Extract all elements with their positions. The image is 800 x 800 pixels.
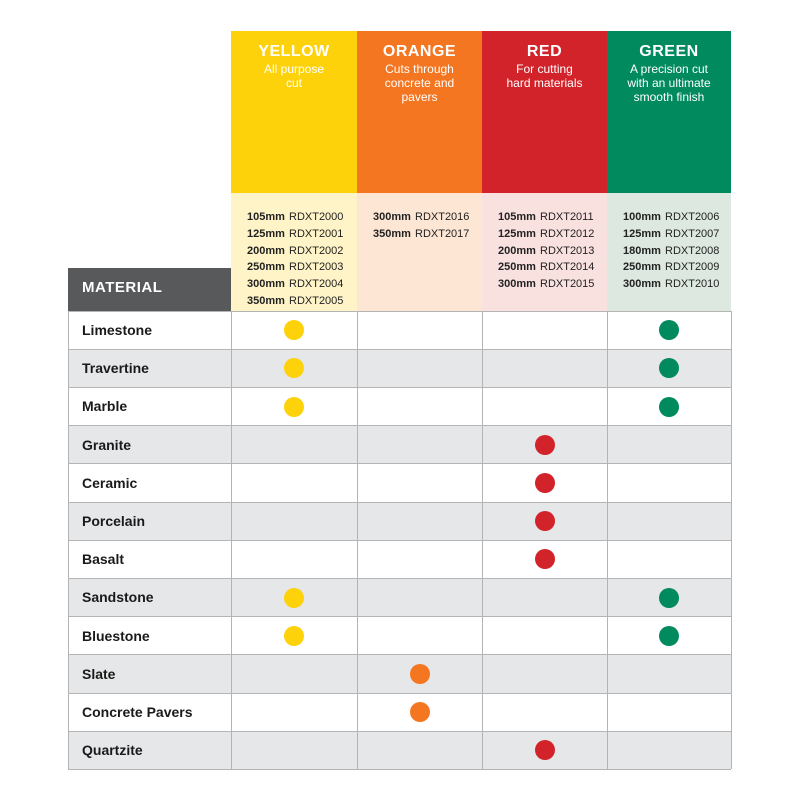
column-description-line: cut bbox=[285, 76, 302, 90]
product-code-entry bbox=[623, 276, 731, 293]
column-description-line: All purpose bbox=[263, 62, 325, 76]
product-codes-red bbox=[482, 193, 607, 311]
product-code-entry bbox=[247, 209, 357, 226]
blade-size: 300mm bbox=[247, 278, 285, 291]
product-code: RDXT2015 bbox=[540, 278, 595, 291]
material-row bbox=[68, 464, 731, 502]
product-code-entry bbox=[247, 226, 357, 243]
product-codes-orange bbox=[357, 193, 482, 311]
compatibility-dot-yellow bbox=[284, 320, 304, 340]
blade-size: 300mm bbox=[623, 278, 661, 291]
product-code: RDXT2010 bbox=[665, 278, 720, 291]
grid-line bbox=[68, 311, 69, 769]
product-code-entry bbox=[623, 209, 731, 226]
blade-size: 300mm bbox=[373, 211, 411, 223]
product-code-entry bbox=[498, 259, 607, 276]
material-label: Limestone bbox=[82, 322, 153, 338]
grid-line bbox=[68, 349, 731, 350]
column-title: RED bbox=[526, 43, 563, 60]
blade-size: 250mm bbox=[623, 261, 661, 274]
compatibility-dot-yellow bbox=[284, 397, 304, 417]
compatibility-dot-green bbox=[659, 626, 679, 646]
blade-size: 125mm bbox=[498, 227, 536, 240]
product-code-entry bbox=[498, 226, 607, 243]
product-code: RDXT2002 bbox=[289, 244, 344, 257]
compatibility-dot-green bbox=[659, 588, 679, 608]
product-code-entry bbox=[247, 276, 357, 293]
material-row bbox=[68, 387, 731, 425]
compatibility-dot-red bbox=[535, 549, 555, 569]
product-code-entry bbox=[247, 293, 357, 310]
column-description-line: smooth finish bbox=[633, 90, 705, 104]
column-description-line: A precision cut bbox=[629, 62, 709, 76]
grid-line bbox=[68, 616, 731, 617]
material-row bbox=[68, 655, 731, 693]
blade-size: 105mm bbox=[498, 211, 536, 223]
column-header-red bbox=[482, 31, 607, 193]
compatibility-dot-green bbox=[659, 397, 679, 417]
product-code: RDXT2001 bbox=[289, 227, 344, 240]
grid-line bbox=[68, 502, 731, 503]
material-row bbox=[68, 311, 731, 349]
column-description bbox=[482, 62, 607, 90]
product-code: RDXT2017 bbox=[415, 227, 470, 240]
column-description-line: For cutting bbox=[516, 62, 573, 76]
blade-size: 105mm bbox=[247, 211, 285, 223]
blade-size: 350mm bbox=[247, 294, 285, 307]
column-title: ORANGE bbox=[382, 43, 457, 60]
compatibility-dot-orange bbox=[410, 664, 430, 684]
column-description-line: pavers bbox=[401, 90, 438, 104]
material-label: Concrete Pavers bbox=[82, 704, 193, 720]
column-header-yellow bbox=[231, 31, 357, 193]
product-code-entry bbox=[247, 243, 357, 260]
blade-size: 125mm bbox=[247, 227, 285, 240]
blade-size: 125mm bbox=[623, 227, 661, 240]
product-code-entry bbox=[623, 226, 731, 243]
column-description-line: with an ultimate bbox=[627, 76, 711, 90]
material-label: Ceramic bbox=[82, 474, 138, 491]
product-codes-yellow bbox=[231, 193, 357, 311]
compatibility-dot-red bbox=[535, 740, 555, 760]
material-label: Quartzite bbox=[82, 742, 143, 759]
column-description bbox=[607, 62, 731, 104]
compatibility-dot-yellow bbox=[284, 588, 304, 608]
material-label: Marble bbox=[82, 398, 128, 415]
material-label: Sandstone bbox=[82, 589, 154, 606]
grid-line bbox=[68, 425, 731, 426]
grid-line bbox=[482, 311, 483, 769]
product-code-entry bbox=[498, 243, 607, 260]
grid-line bbox=[68, 693, 731, 694]
product-code: RDXT2007 bbox=[665, 227, 720, 240]
grid-line bbox=[731, 311, 732, 769]
blade-size: 250mm bbox=[247, 261, 285, 274]
product-code-entry bbox=[247, 259, 357, 276]
product-code-entry bbox=[498, 209, 607, 226]
material-label: Travertine bbox=[82, 360, 149, 377]
blade-size: 100mm bbox=[623, 211, 661, 223]
compatibility-dot-yellow bbox=[284, 626, 304, 646]
product-code: RDXT2013 bbox=[540, 244, 595, 257]
product-code-entry bbox=[623, 259, 731, 276]
product-code: RDXT2012 bbox=[540, 227, 595, 240]
compatibility-dot-red bbox=[535, 435, 555, 455]
product-code: RDXT2003 bbox=[289, 261, 344, 274]
blade-size: 250mm bbox=[498, 261, 536, 274]
material-label: Basalt bbox=[82, 551, 125, 568]
material-label: Bluestone bbox=[82, 627, 150, 644]
compatibility-dot-red bbox=[535, 473, 555, 493]
material-row bbox=[68, 540, 731, 578]
column-description bbox=[231, 62, 357, 90]
product-code: RDXT2014 bbox=[540, 261, 595, 274]
blade-size: 350mm bbox=[373, 227, 411, 240]
product-codes-green bbox=[607, 193, 731, 311]
compatibility-dot-orange bbox=[410, 702, 430, 722]
material-row bbox=[68, 578, 731, 616]
blade-size: 180mm bbox=[623, 244, 661, 257]
grid-line bbox=[68, 387, 731, 388]
material-label: Slate bbox=[82, 665, 116, 682]
compatibility-dot-red bbox=[535, 511, 555, 531]
product-code-entry bbox=[623, 243, 731, 260]
grid-line bbox=[68, 654, 731, 655]
product-code: RDXT2016 bbox=[415, 211, 470, 223]
blade-size: 200mm bbox=[247, 244, 285, 257]
grid-line bbox=[68, 731, 731, 732]
material-label: Porcelain bbox=[82, 513, 146, 529]
product-code-entry bbox=[498, 276, 607, 293]
product-code: RDXT2011 bbox=[540, 211, 594, 223]
product-code: RDXT2005 bbox=[289, 294, 344, 307]
grid-line bbox=[68, 463, 731, 464]
product-code: RDXT2000 bbox=[289, 211, 344, 223]
grid-line bbox=[607, 311, 608, 769]
material-row bbox=[68, 426, 731, 464]
column-description-line: Cuts through bbox=[385, 62, 454, 76]
material-row bbox=[68, 349, 731, 387]
material-label: Granite bbox=[82, 436, 132, 453]
grid-line bbox=[68, 769, 731, 770]
product-code: RDXT2004 bbox=[289, 278, 344, 291]
column-description-line: concrete and bbox=[384, 76, 455, 90]
material-row bbox=[68, 731, 731, 769]
product-code-entry bbox=[373, 209, 482, 226]
grid-line bbox=[68, 578, 731, 579]
blade-size: 300mm bbox=[498, 278, 536, 291]
product-code: RDXT2008 bbox=[665, 244, 720, 257]
column-header-orange bbox=[357, 31, 482, 193]
column-header-green bbox=[607, 31, 731, 193]
column-description bbox=[357, 62, 482, 104]
blade-size: 200mm bbox=[498, 244, 536, 257]
material-column-header bbox=[68, 268, 231, 311]
grid-line bbox=[231, 311, 232, 769]
product-code-entry bbox=[373, 226, 482, 243]
grid-line bbox=[357, 311, 358, 769]
material-header-label: MATERIAL bbox=[82, 279, 163, 296]
column-title: YELLOW bbox=[258, 43, 330, 60]
product-code: RDXT2006 bbox=[665, 211, 720, 223]
product-code: RDXT2009 bbox=[665, 261, 720, 274]
column-title: GREEN bbox=[639, 43, 699, 60]
material-row bbox=[68, 502, 731, 540]
grid-line bbox=[68, 540, 731, 541]
compatibility-dot-green bbox=[659, 320, 679, 340]
material-row bbox=[68, 617, 731, 655]
column-description-line: hard materials bbox=[506, 76, 583, 90]
